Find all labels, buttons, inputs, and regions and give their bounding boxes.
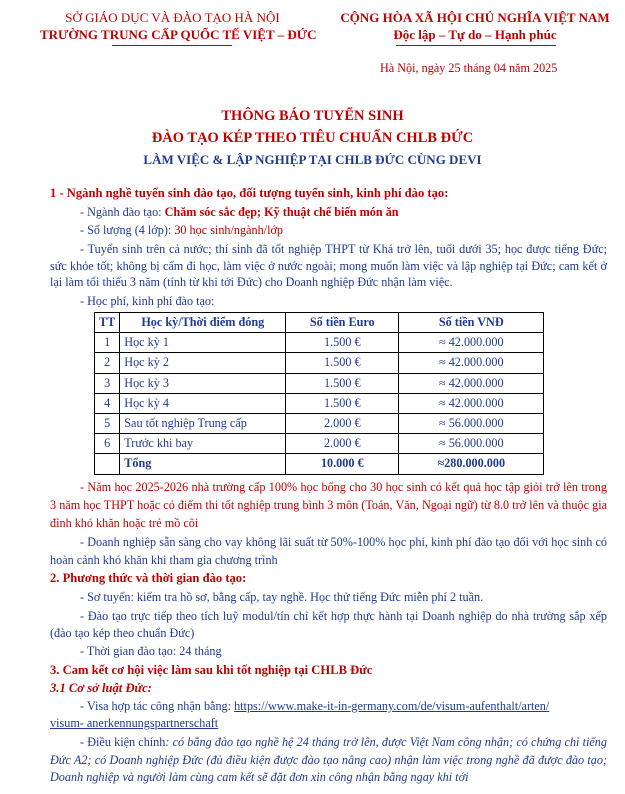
condition-label: - Điều kiện chính: [80, 735, 166, 749]
row-term: Học kỳ 2: [120, 353, 286, 373]
title-line-3: LÀM VIỆC & LẬP NGHIỆP TẠI CHLB ĐỨC CÙNG DEVI: [143, 152, 482, 167]
row-vnd: ≈ 42.000.000: [399, 333, 544, 353]
row-tt: 2: [95, 353, 120, 373]
country-name: CỘNG HÒA XÃ HỘI CHỦ NGHĨA VIỆT NAM: [340, 10, 610, 25]
quantity-label: - Số lượng (4 lớp):: [80, 223, 175, 237]
row-term: Học kỳ 3: [120, 373, 286, 393]
header-right-rule: [396, 45, 556, 46]
total-vnd: ≈280.000.000: [399, 454, 544, 474]
major-value: Chăm sóc sắc đẹp; Kỹ thuật chế biến món ăn: [164, 205, 399, 219]
row-vnd: ≈ 42.000.000: [399, 393, 544, 413]
row-vnd: ≈ 56.000.000: [399, 413, 544, 433]
table-row: [95, 413, 544, 433]
visa-line: [80, 699, 549, 714]
col-header-vnd: Số tiền VNĐ: [399, 313, 544, 333]
row-tt: 4: [95, 393, 120, 413]
row-euro: 2.000 €: [286, 413, 399, 433]
table-row: [95, 353, 544, 373]
row-term: Trước khi bay: [120, 434, 286, 454]
major-label: - Ngành đào tạo:: [80, 205, 165, 219]
motto: Độc lập – Tự do – Hạnh phúc: [393, 27, 557, 42]
section-2-heading: 2. Phương thức và thời gian đào tạo:: [50, 571, 247, 585]
row-tt: 1: [95, 333, 120, 353]
total-euro: 10.000 €: [286, 454, 399, 474]
row-vnd: ≈ 56.000.000: [399, 434, 544, 454]
loan-text: - Doanh nghiệp sẵn sàng cho vay không lãi suất từ 50%-100% học phí, kinh phí đào tạo đối với học sinh có hoàn cảnh khó khăn khi tham gia chương trình: [50, 535, 607, 567]
table-total-row: [95, 454, 544, 474]
visa-link[interactable]: https://www.make-it-in-germany.com/de/visum-aufenthalt/arten/: [234, 699, 550, 713]
title-line-2: ĐÀO TẠO KÉP THEO TIÊU CHUẨN CHLB ĐỨC: [151, 130, 474, 146]
duration-text: - Thời gian đào tạo: 24 tháng: [80, 644, 222, 658]
table-row: [95, 393, 544, 413]
row-tt: 5: [95, 413, 120, 433]
prelim-text: - Sơ tuyển: kiểm tra hồ sơ, bằng cấp, tay nghề. Học thử tiếng Đức miễn phí 2 tuần.: [80, 590, 484, 604]
scholarship-text: - Năm học 2025-2026 nhà trường cấp 100% học bổng cho 30 học sinh có kết quả học tập giỏi trở lên trong 3 năm học THPT hoặc có điểm thi tốt nghiệp trung bình 3 môn (Toán, Văn, Ngoại ngữ) từ 8.0 trở lên và thuộc gia đình khó khăn hoặc trẻ mồ côi: [50, 480, 607, 530]
col-header-euro: Số tiền Euro: [286, 313, 399, 333]
row-term: Học kỳ 4: [120, 393, 286, 413]
row-euro: 1.500 €: [286, 393, 399, 413]
table-row: [95, 333, 544, 353]
visa-link-continued[interactable]: visum- anerkennungspartnerschaft: [50, 716, 219, 730]
total-tt: [95, 454, 120, 474]
condition-text: [50, 734, 607, 787]
fee-table-header-row: [95, 313, 544, 333]
row-euro: 1.500 €: [286, 373, 399, 393]
quantity-line: [80, 223, 283, 238]
row-euro: 2.000 €: [286, 434, 399, 454]
section-3-1-heading: 3.1 Cơ sở luật Đức:: [50, 681, 152, 695]
direct-training-text: - Đào tạo trực tiếp theo tích luỹ modul/tín chỉ kết hợp thực hành tại Doanh nghiệp do nhà trường sắp xếp (đào tạo kép theo chuẩn Đức): [50, 609, 607, 640]
table-row: [95, 434, 544, 454]
row-euro: 1.500 €: [286, 353, 399, 373]
row-term: Sau tốt nghiệp Trung cấp: [120, 413, 286, 433]
visa-label: - Visa hợp tác công nhận bằng:: [80, 699, 235, 713]
section-3-heading: 3. Cam kết cơ hội việc làm sau khi tốt nghiệp tại CHLB Đức: [50, 663, 373, 677]
row-tt: 3: [95, 373, 120, 393]
major-line: [80, 205, 399, 220]
col-header-tt: TT: [95, 313, 120, 333]
section-1-heading: 1 - Ngành nghề tuyển sinh đào tạo, đối tượng tuyển sinh, kinh phí đào tạo:: [50, 186, 449, 200]
table-row: [95, 373, 544, 393]
row-euro: 1.500 €: [286, 333, 399, 353]
enrollment-text: - Tuyển sinh trên cả nước; thí sinh đã tốt nghiệp THPT từ Khá trở lên, tuổi dưới 35; học được tiếng Đức; sức khỏe tốt; không bị cấm đi học, làm việc ở nước ngoài; mong muốn làm việc và lập nghiệp tại Đức; cam kết ở lại làm tối thiểu 3 năm (tính từ khi tới Đức) cho Doanh nghiệp Đức nhận làm việc.: [50, 242, 607, 289]
condition-body: : có bằng đào tạo nghề hệ 24 tháng trở lên, được Việt Nam công nhận; có chứng chỉ tiếng Đức A2; có Doanh nghiệp Đức (đủ điều kiện được đào tạo nâng cao) nhận làm việc trong nghề đã được đào tạo; Doanh nghiệp và người làm cùng cam kết sẽ đặt đơn xin công nhận bằng ngay khi tới: [50, 735, 607, 784]
row-vnd: ≈ 42.000.000: [399, 353, 544, 373]
row-term: Học kỳ 1: [120, 333, 286, 353]
total-label: Tổng: [120, 454, 286, 474]
row-vnd: ≈ 42.000.000: [399, 373, 544, 393]
title-line-1: THÔNG BÁO TUYỂN SINH: [221, 108, 404, 124]
fee-table: [94, 312, 544, 475]
school-name: TRƯỜNG TRUNG CẤP QUỐC TẾ VIỆT – ĐỨC: [40, 27, 317, 42]
department-name: SỞ GIÁO DỤC VÀ ĐÀO TẠO HÀ NỘI: [65, 10, 280, 25]
col-header-term: Học kỳ/Thời điểm đóng: [120, 313, 286, 333]
row-tt: 6: [95, 434, 120, 454]
header-left-rule: [112, 45, 232, 46]
quantity-value: 30 học sinh/ngành/lớp: [174, 223, 283, 237]
document-date: Hà Nội, ngày 25 tháng 04 năm 2025: [380, 61, 558, 75]
fee-label: - Học phí, kinh phí đào tạo:: [80, 294, 215, 308]
